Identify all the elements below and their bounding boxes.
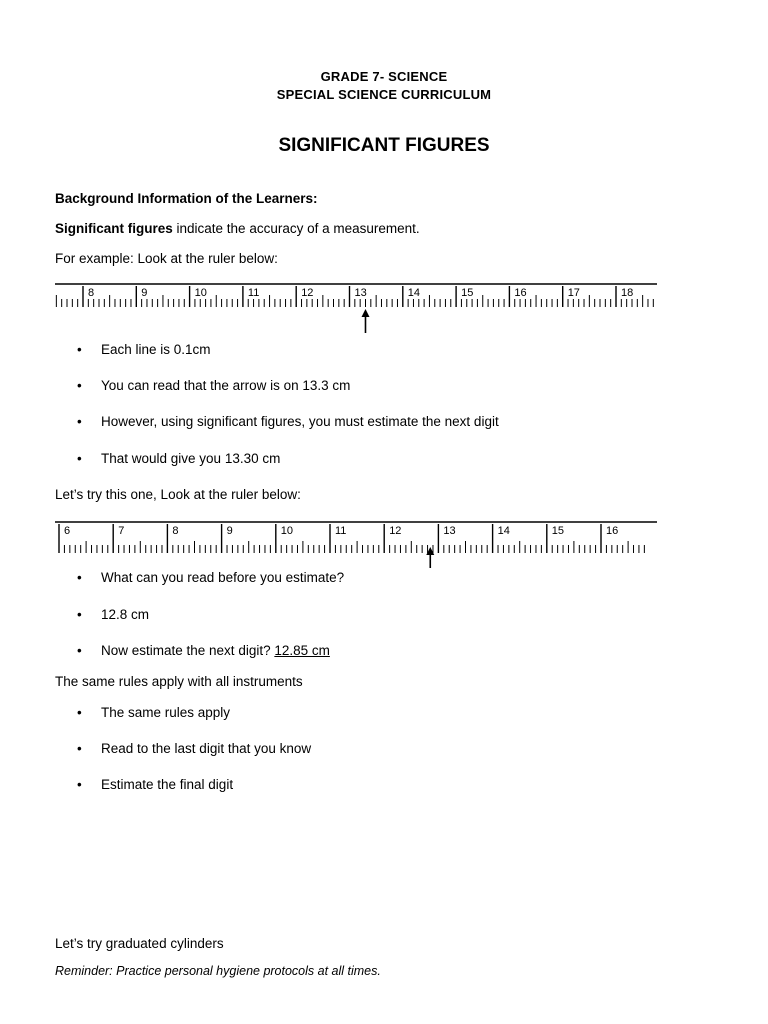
ruler-number: 13 bbox=[443, 525, 456, 537]
ruler-number: 10 bbox=[194, 287, 207, 299]
ruler-number: 10 bbox=[280, 525, 294, 537]
list-item: • What can you read before you estimate? bbox=[77, 570, 345, 585]
ruler-number: 9 bbox=[226, 525, 233, 537]
header-curriculum: SPECIAL SCIENCE CURRICULUM bbox=[276, 87, 492, 102]
definition-text bbox=[55, 221, 420, 236]
page-title: SIGNIFICANT FIGURES bbox=[278, 135, 490, 156]
ruler-number: 18 bbox=[621, 287, 634, 299]
ruler-number: 7 bbox=[118, 525, 125, 537]
ruler-number: 8 bbox=[88, 287, 95, 299]
ruler-figure-1 bbox=[55, 280, 660, 336]
list-item: • Now estimate the next digit? 12.85 cm bbox=[77, 643, 330, 658]
ruler-number: 15 bbox=[551, 525, 565, 537]
ruler-number: 9 bbox=[141, 287, 148, 299]
ruler-number: 17 bbox=[567, 287, 580, 299]
ruler-number: 11 bbox=[335, 525, 347, 537]
definition-rest: indicate the accuracy of a measurement. bbox=[172, 221, 420, 236]
reminder-note: Reminder: Practice personal hygiene protocols at all times. bbox=[55, 964, 381, 978]
ruler-number: 14 bbox=[497, 525, 510, 537]
list-item: • That would give you 13.30 cm bbox=[77, 451, 281, 466]
definition-term: Significant figures bbox=[55, 221, 173, 236]
ruler-number: 15 bbox=[461, 287, 474, 299]
rules-intro: The same rules apply with all instruments bbox=[55, 674, 303, 689]
ruler-number: 16 bbox=[606, 525, 619, 537]
ruler-number: 16 bbox=[514, 287, 527, 299]
ruler-number: 11 bbox=[247, 287, 260, 299]
cylinders-intro: Let’s try graduated cylinders bbox=[55, 936, 224, 951]
list-item: • Each line is 0.1cm bbox=[77, 342, 211, 357]
ruler-number: 8 bbox=[172, 525, 179, 537]
header-grade: GRADE 7- SCIENCE bbox=[320, 69, 448, 84]
ruler-number: 13 bbox=[354, 287, 367, 299]
example-intro: For example: Look at the ruler below: bbox=[55, 251, 278, 266]
list-item: • Read to the last digit that you know bbox=[77, 741, 312, 756]
estimate-answer: 12.85 cm bbox=[274, 643, 330, 658]
arrow-icon bbox=[361, 309, 369, 317]
list-item: • However, using significant figures, you must estimate the next digit bbox=[77, 414, 499, 429]
ruler-figure-2 bbox=[55, 518, 660, 570]
list-item: • 12.8 cm bbox=[77, 607, 150, 622]
ruler-number: 12 bbox=[389, 525, 402, 537]
second-intro: Let’s try this one, Look at the ruler below: bbox=[55, 487, 301, 502]
list-item: • Estimate the final digit bbox=[77, 777, 234, 792]
ruler-number: 6 bbox=[64, 525, 71, 537]
ruler-number: 14 bbox=[407, 287, 421, 299]
section-heading: Background Information of the Learners: bbox=[55, 191, 318, 206]
list-item: • You can read that the arrow is on 13.3 cm bbox=[77, 378, 351, 393]
ruler-number: 12 bbox=[301, 287, 314, 299]
list-item: • The same rules apply bbox=[77, 705, 231, 720]
